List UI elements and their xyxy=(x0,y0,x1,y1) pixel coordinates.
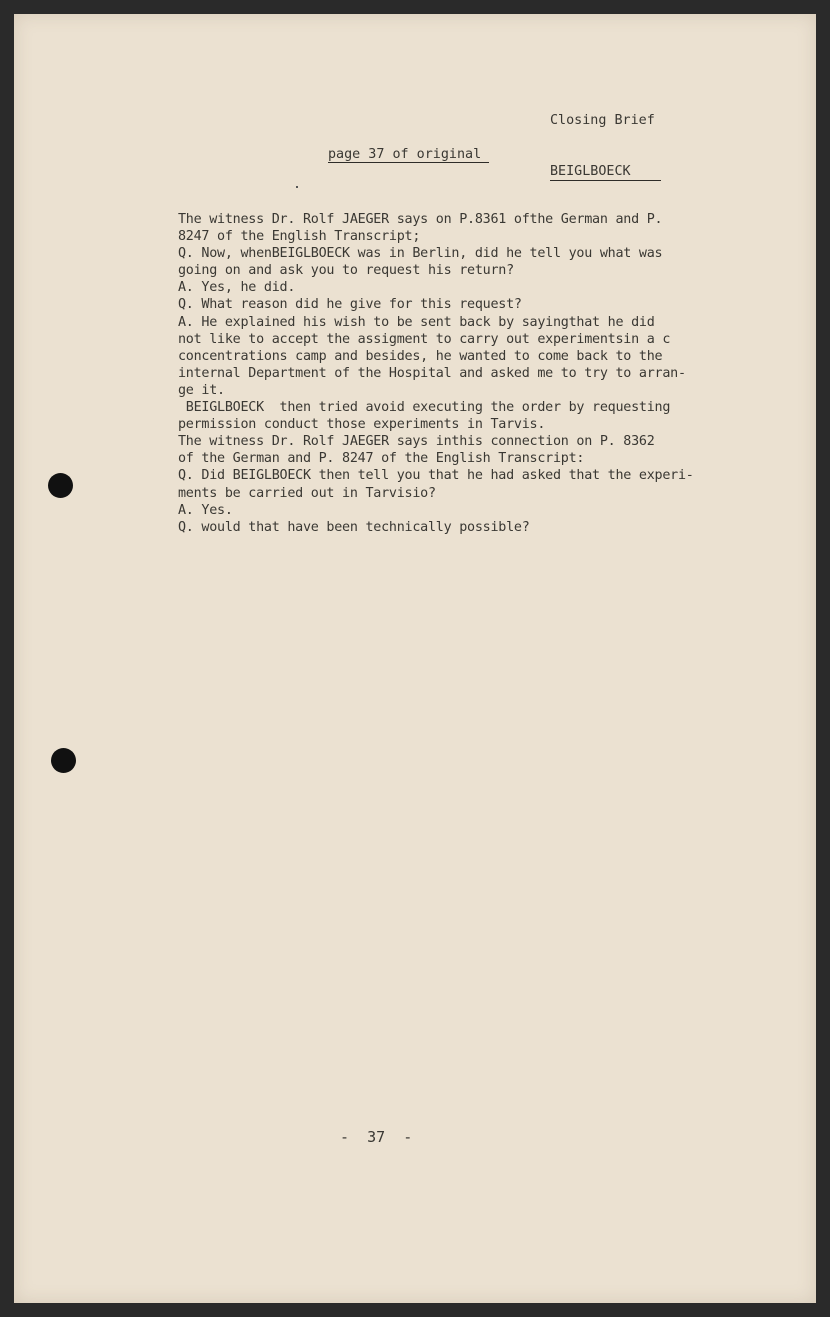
body-line: A. Yes, he did. xyxy=(178,280,296,296)
punch-hole-top xyxy=(48,473,73,498)
document-page xyxy=(14,14,816,1303)
body-text xyxy=(178,211,694,536)
header-defendant: BEIGLBOECK xyxy=(550,163,661,181)
body-line: BEIGLBOECK then tried avoid executing the order by requesting xyxy=(178,400,671,416)
body-line: A. He explained his wish to be sent back by sayingthat he did xyxy=(178,314,655,330)
header-title: Closing Brief xyxy=(550,113,655,128)
body-line: Q. What reason did he give for this request? xyxy=(178,297,522,313)
body-line: not like to accept the assigment to carry out experimentsin a c xyxy=(178,331,671,347)
page-reference: page 37 of original xyxy=(328,147,489,163)
body-line: A. Yes. xyxy=(178,502,233,518)
body-line: 8247 of the English Transcript; xyxy=(178,229,421,245)
body-line: permission conduct those experiments in Tarvis. xyxy=(178,417,546,433)
body-line: concentrations camp and besides, he wanted to come back to the xyxy=(178,348,663,364)
document-header xyxy=(550,78,661,198)
body-line: ge it. xyxy=(178,382,225,398)
page-number: - 37 - xyxy=(340,1128,413,1146)
body-line: Q. Did BEIGLBOECK then tell you that he had asked that the experi- xyxy=(178,468,694,484)
body-line: Q. would that have been technically possible? xyxy=(178,519,530,535)
body-line: Q. Now, whenBEIGLBOECK was in Berlin, did he tell you what was xyxy=(178,246,663,262)
body-line: ments be carried out in Tarvisio? xyxy=(178,485,436,501)
stray-mark xyxy=(296,186,298,188)
body-line: of the German and P. 8247 of the English Transcript: xyxy=(178,451,585,467)
body-line: The witness Dr. Rolf JAEGER says on P.8361 ofthe German and P. xyxy=(178,212,663,227)
body-line: going on and ask you to request his return? xyxy=(178,263,514,279)
body-line: The witness Dr. Rolf JAEGER says inthis connection on P. 8362 xyxy=(178,434,655,450)
body-line: internal Department of the Hospital and asked me to try to arran- xyxy=(178,365,686,381)
punch-hole-bottom xyxy=(51,748,76,773)
